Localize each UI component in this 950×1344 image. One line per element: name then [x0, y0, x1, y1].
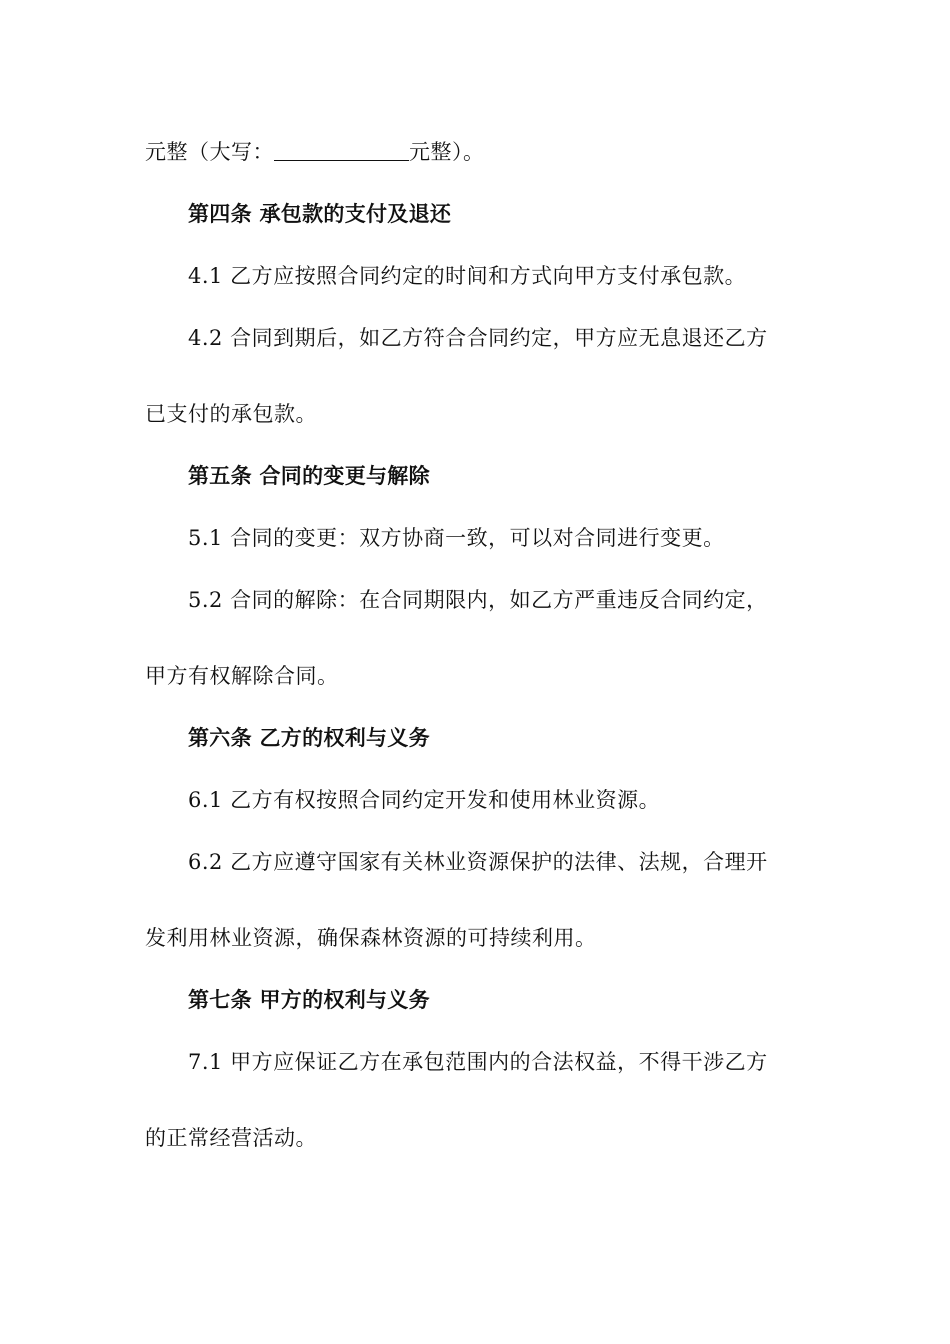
clause-6-2-line-1: 6.2 乙方应遵守国家有关林业资源保护的法律、法规，合理开 — [188, 850, 768, 874]
amount-blank-field[interactable] — [274, 140, 409, 161]
clause-4-2-line-1: 4.2 合同到期后，如乙方符合合同约定，甲方应无息退还乙方 — [188, 326, 768, 350]
article-5-title: 第五条 合同的变更与解除 — [188, 464, 430, 488]
clause-5-2-line-2: 甲方有权解除合同。 — [145, 664, 339, 688]
clause-6-1: 6.1 乙方有权按照合同约定开发和使用林业资源。 — [188, 788, 661, 812]
article-6-title: 第六条 乙方的权利与义务 — [188, 726, 430, 750]
clause-7-1-line-2: 的正常经营活动。 — [145, 1126, 317, 1150]
clause-6-2-line-2: 发利用林业资源，确保森林资源的可持续利用。 — [145, 926, 597, 950]
clause-4-2-line-2: 已支付的承包款。 — [145, 402, 317, 426]
clause-5-1: 5.1 合同的变更：双方协商一致，可以对合同进行变更。 — [188, 526, 725, 550]
amount-suffix: 元整）。 — [409, 140, 485, 164]
article-4-title: 第四条 承包款的支付及退还 — [188, 202, 452, 226]
amount-line — [145, 138, 485, 166]
amount-prefix: 元整（大写： — [145, 140, 274, 164]
clause-5-2-line-1: 5.2 合同的解除：在合同期限内，如乙方严重违反合同约定， — [188, 588, 768, 612]
article-7-title: 第七条 甲方的权利与义务 — [188, 988, 430, 1012]
clause-7-1-line-1: 7.1 甲方应保证乙方在承包范围内的合法权益，不得干涉乙方 — [188, 1050, 768, 1074]
clause-4-1: 4.1 乙方应按照合同约定的时间和方式向甲方支付承包款。 — [188, 264, 747, 288]
